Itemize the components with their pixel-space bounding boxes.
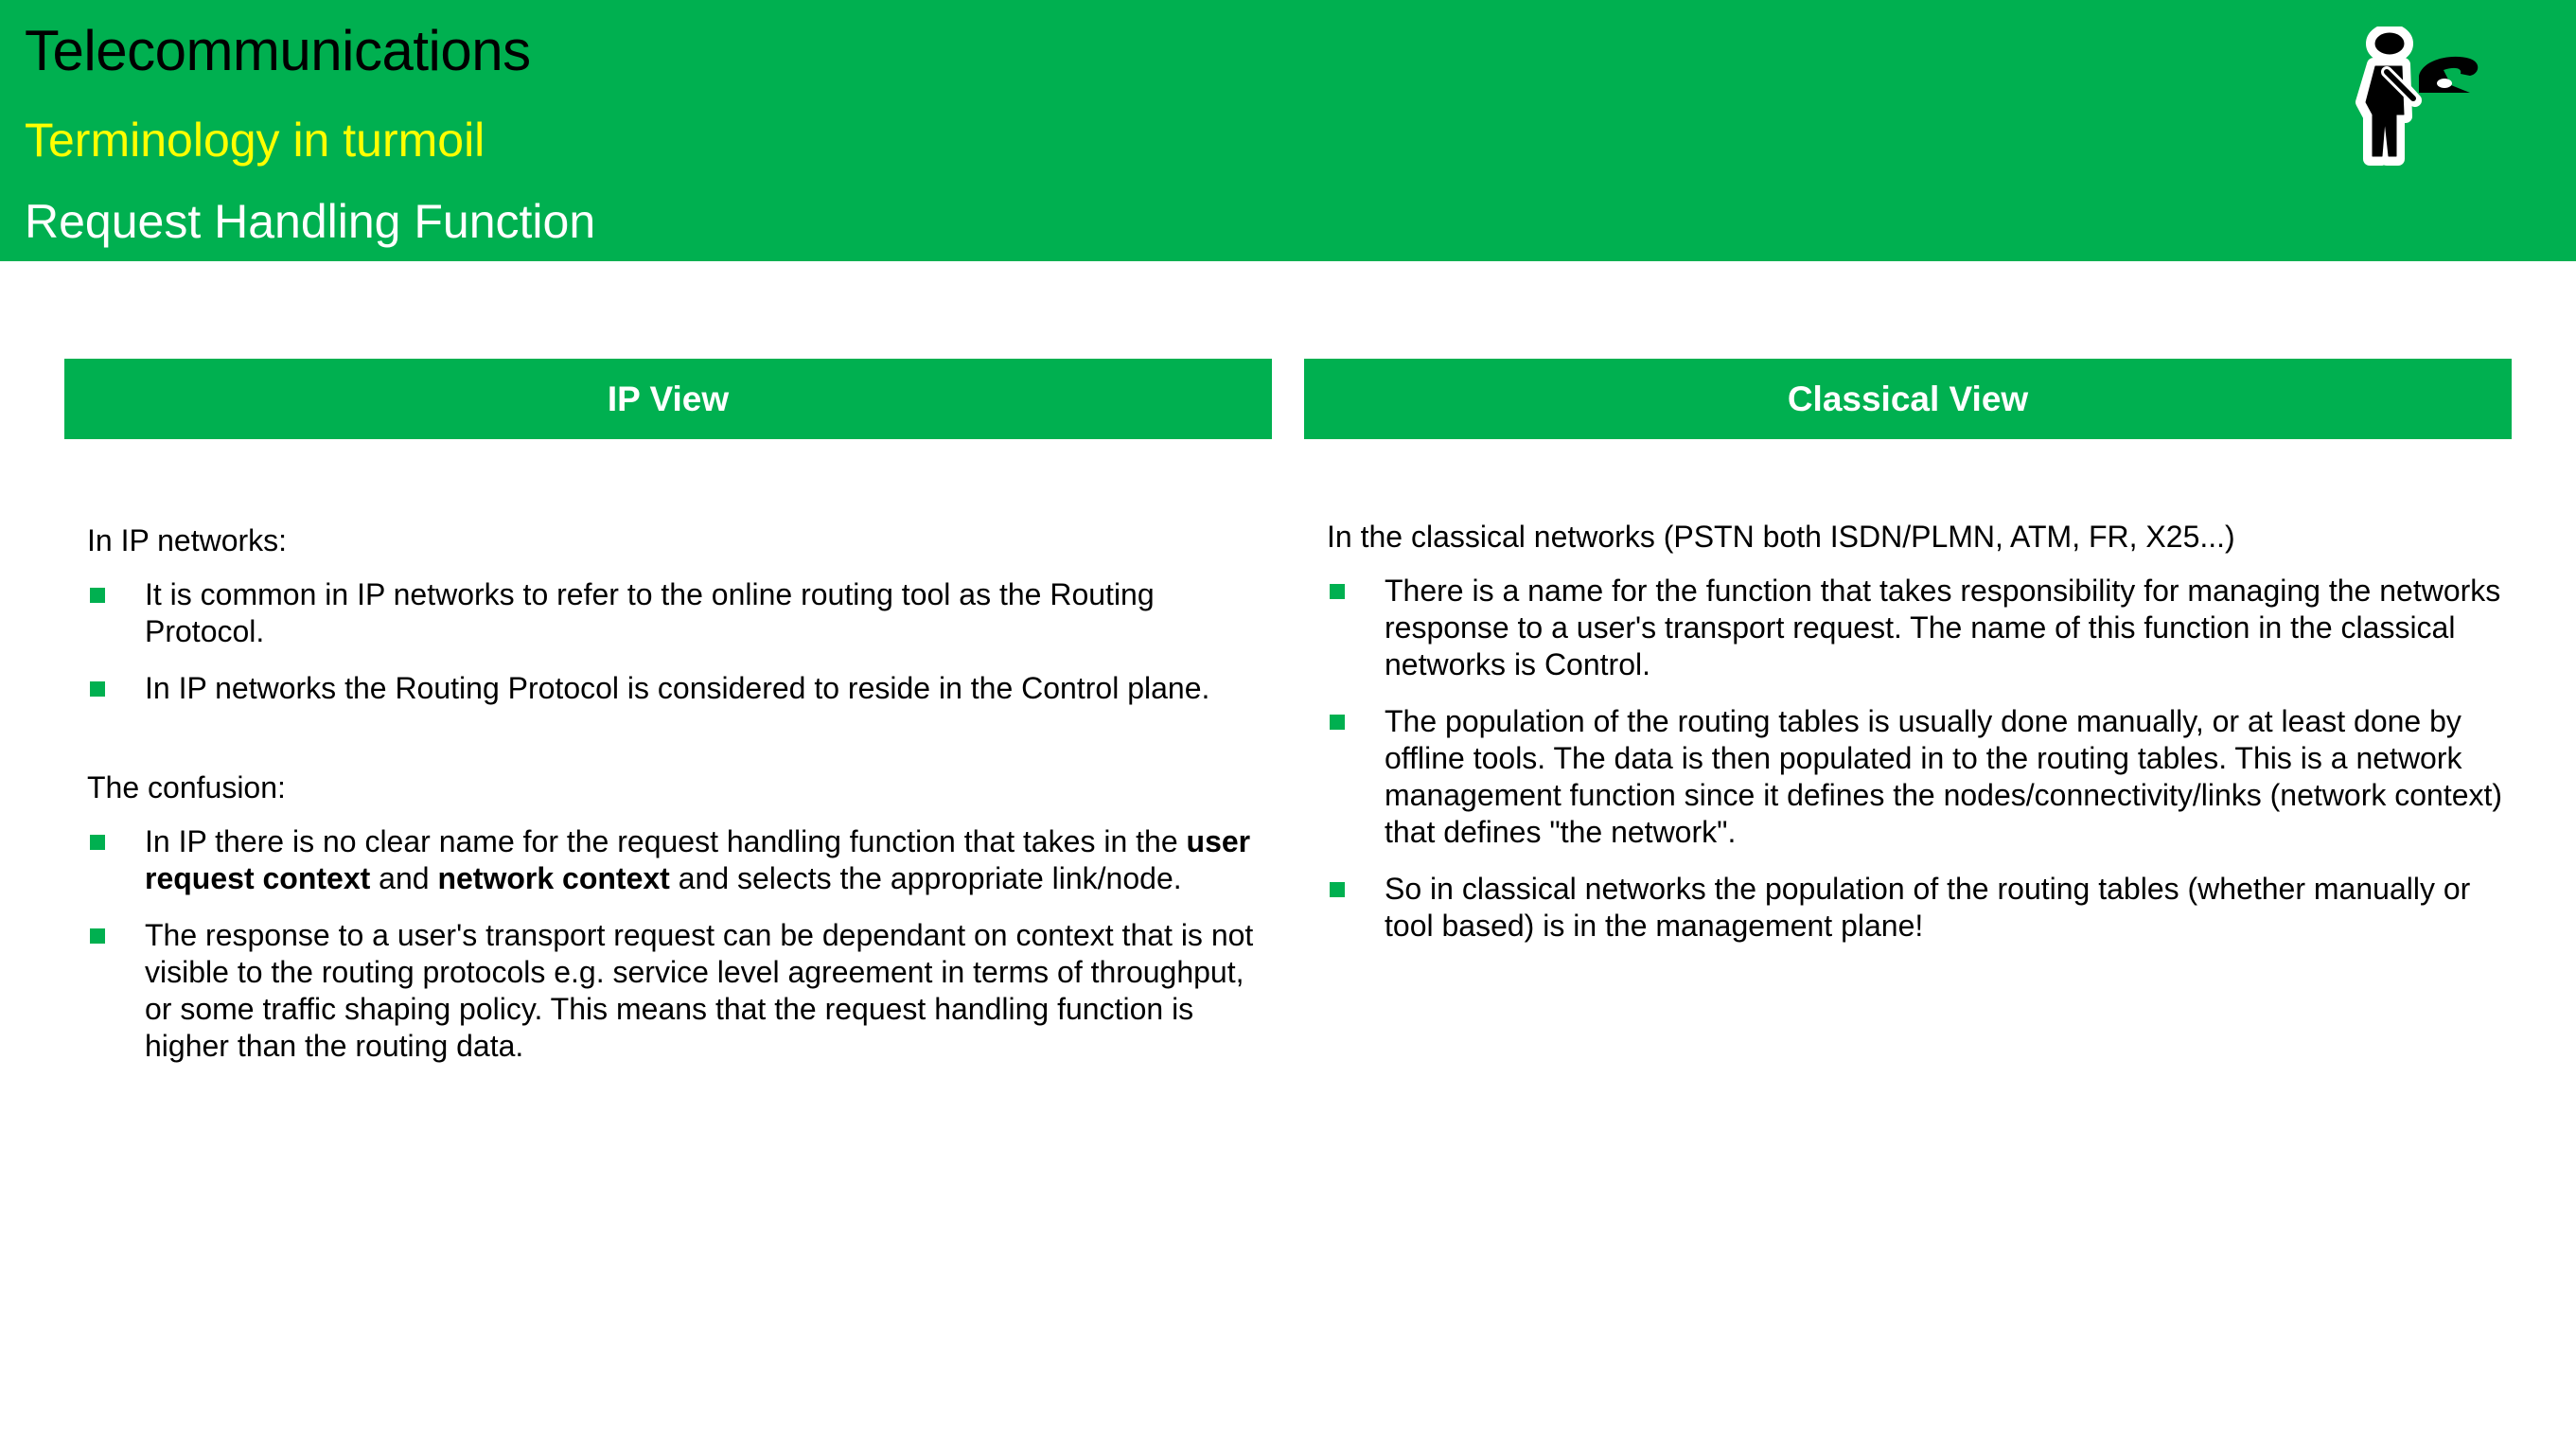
classical-intro: In the classical networks (PSTN both ISDN/PLMN, ATM, FR, X25...) [1327,520,2235,554]
square-bullet-icon [1330,715,1345,730]
square-bullet-icon [90,681,105,697]
list-item [1327,703,2510,851]
confusion-intro: The confusion: [87,770,286,804]
list-item [1327,573,2510,683]
bullet-text: There is a name for the function that takes responsibility for managing the networks response to a user's transport request. The name of this function in the classical networks is Control. [1385,574,2501,681]
bullet-text [145,824,1250,895]
square-bullet-icon [1330,882,1345,897]
list-item [87,917,1270,1065]
slide-topic: Request Handling Function [25,195,596,248]
bold-term: network context [437,861,670,895]
classical-view-header: Classical View [1304,359,2512,439]
bullet-text: The response to a user's transport request can be dependant on context that is not visible to the routing protocols e.g. service level agreement in terms of throughput, or some traffic shaping policy. This means that the request handling function is higher than the routing data. [145,918,1254,1063]
ip-bullet-list-1 [87,576,1270,707]
person-with-telephone-icon [2338,27,2489,168]
text-segment: In IP there is no clear name for the request handling function that takes in the [145,824,1187,858]
list-item [87,576,1270,650]
ip-view-body [87,522,1270,1085]
slide-title: Telecommunications [25,19,531,82]
slide-subtitle: Terminology in turmoil [25,114,485,167]
list-item [87,670,1270,707]
text-segment: and selects the appropriate link/node. [669,861,1182,895]
classical-bullet-list [1327,573,2510,945]
list-item [1327,871,2510,945]
square-bullet-icon [90,588,105,603]
bullet-text: So in classical networks the population of the routing tables (whether manually or tool based) is in the management plane! [1385,872,2471,943]
bullet-text: The population of the routing tables is usually done manually, or at least done by offline tools. The data is then populated in to the routing tables. This is a network management function since it defines the nodes/connectivity/links (network context) that defines "the network". [1385,704,2503,849]
bold-term: user request context [145,824,1251,895]
square-bullet-icon [90,835,105,850]
ip-intro: In IP networks: [87,523,288,557]
ip-view-header: IP View [64,359,1272,439]
list-item [87,823,1270,897]
text-segment: and [370,861,438,895]
square-bullet-icon [1330,584,1345,599]
square-bullet-icon [90,928,105,944]
bullet-text: In IP networks the Routing Protocol is considered to reside in the Control plane. [145,671,1210,705]
header-band [0,0,2576,261]
bullet-text: It is common in IP networks to refer to the online routing tool as the Routing Protocol. [145,577,1155,648]
ip-bullet-list-2 [87,823,1270,1065]
classical-view-body [1327,519,2510,964]
